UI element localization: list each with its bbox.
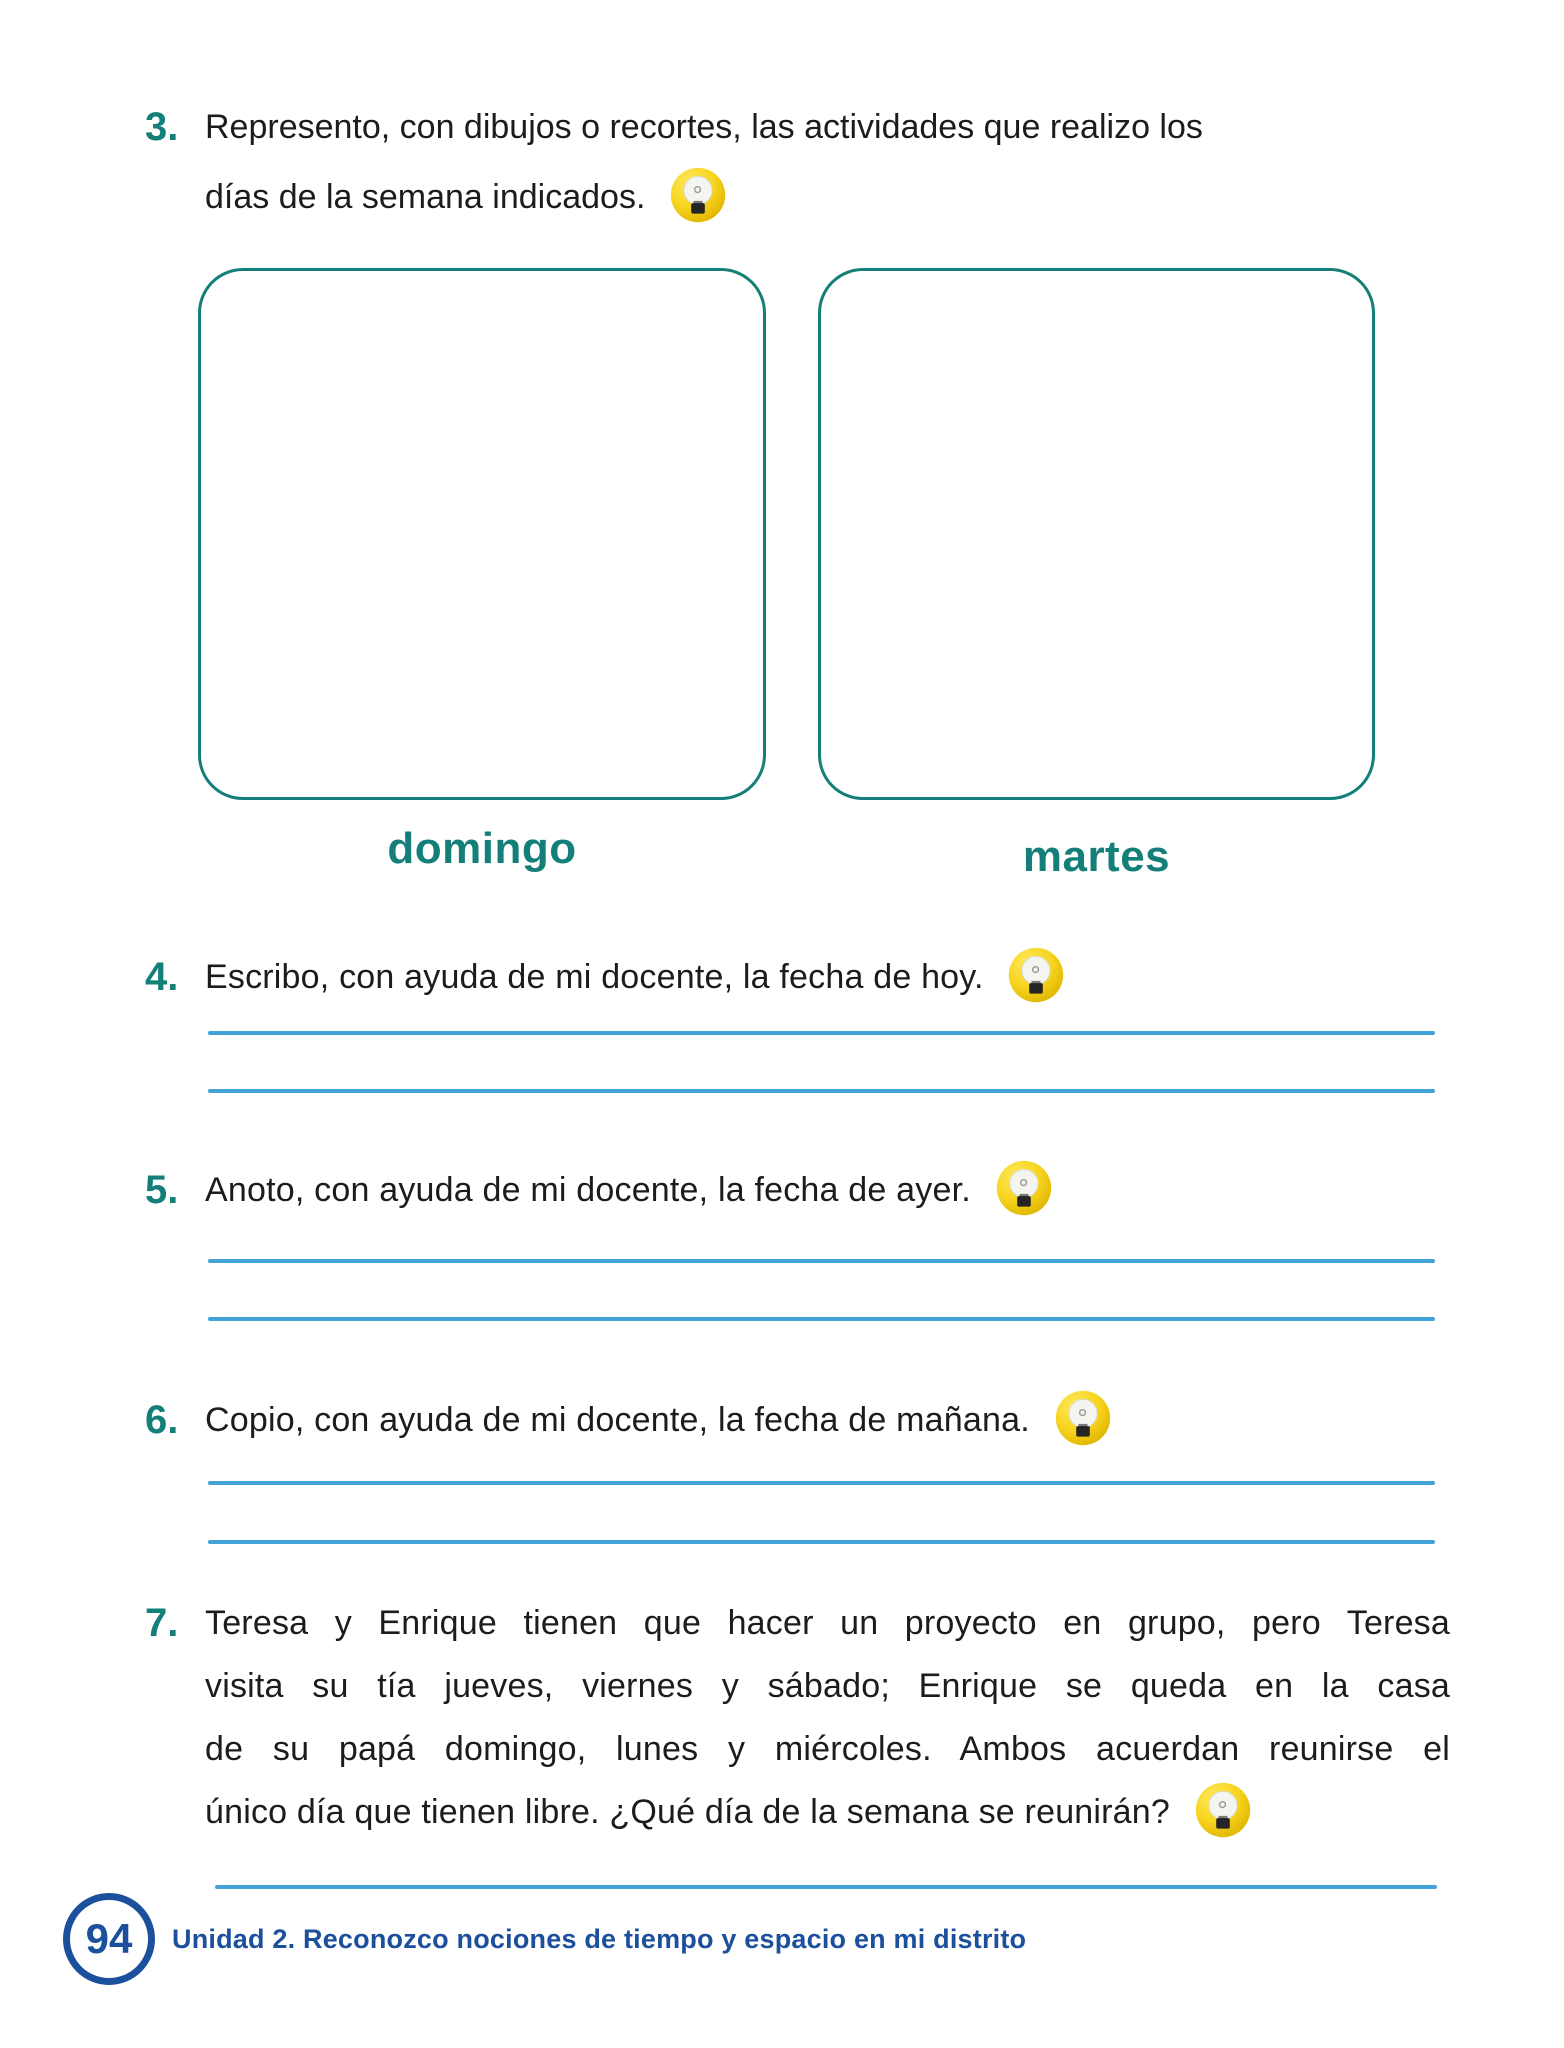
lightbulb-icon <box>1194 1781 1252 1839</box>
drawing-box-domingo[interactable] <box>198 268 766 800</box>
item-3-text-line-2 <box>205 162 1525 232</box>
item-7-text-line-4-text: único día que tienen libre. ¿Qué día de la semana se reunirán? <box>205 1793 1171 1831</box>
answer-line-today-1[interactable] <box>208 1031 1435 1035</box>
day-label-martes: martes <box>1022 832 1171 881</box>
lightbulb-icon <box>669 166 727 224</box>
drawing-box-martes[interactable] <box>818 268 1375 800</box>
item-4-text-content: Escribo, con ayuda de mi docente, la fecha de hoy. <box>205 958 984 996</box>
exercise-item-6 <box>145 1385 1525 1455</box>
answer-line-tomorrow-2[interactable] <box>208 1540 1435 1544</box>
item-7-text-line-2: visita su tía jueves, viernes y sábado; Enrique se queda en la casa <box>205 1667 1450 1705</box>
item-5-number: 5. <box>145 1168 179 1212</box>
item-3-text-line-2-text: días de la semana indicados. <box>205 178 646 216</box>
day-label-domingo: domingo <box>387 824 577 873</box>
answer-line-yesterday-1[interactable] <box>208 1259 1435 1263</box>
exercise-item-7 <box>145 1592 1525 1844</box>
item-7-number: 7. <box>145 1601 179 1645</box>
page-number-badge <box>63 1893 155 1985</box>
unit-footer-text: Unidad 2. Reconozco nociones de tiempo y espacio en mi distrito <box>172 1924 1027 1954</box>
exercise-item-5 <box>145 1155 1525 1225</box>
lightbulb-icon <box>1007 946 1065 1004</box>
item-7-text-line-4 <box>205 1781 1450 1844</box>
answer-line-yesterday-2[interactable] <box>208 1317 1435 1321</box>
item-6-number: 6. <box>145 1398 179 1442</box>
answer-line-tomorrow-1[interactable] <box>208 1481 1435 1485</box>
item-5-text <box>205 1155 1525 1225</box>
item-3-number: 3. <box>145 105 179 149</box>
lightbulb-icon <box>1054 1389 1112 1447</box>
exercise-item-4 <box>145 942 1525 1012</box>
item-7-text-line-3: de su papá domingo, lunes y miércoles. Ambos acuerdan reunirse el <box>205 1730 1450 1768</box>
item-7-text-line-1: Teresa y Enrique tienen que hacer un proyecto en grupo, pero Teresa <box>205 1604 1450 1642</box>
exercise-item-3 <box>145 92 1525 232</box>
lightbulb-icon <box>995 1159 1053 1217</box>
item-6-text-content: Copio, con ayuda de mi docente, la fecha de mañana. <box>205 1401 1030 1439</box>
item-6-text <box>205 1385 1525 1455</box>
item-3-text-line-1: Represento, con dibujos o recortes, las actividades que realizo los <box>205 108 1203 146</box>
answer-line-meeting-day[interactable] <box>215 1885 1437 1889</box>
page-number: 94 <box>85 1915 133 1962</box>
item-5-text-content: Anoto, con ayuda de mi docente, la fecha de ayer. <box>205 1171 971 1209</box>
item-4-number: 4. <box>145 955 179 999</box>
answer-line-today-2[interactable] <box>208 1089 1435 1093</box>
item-4-text <box>205 942 1525 1012</box>
